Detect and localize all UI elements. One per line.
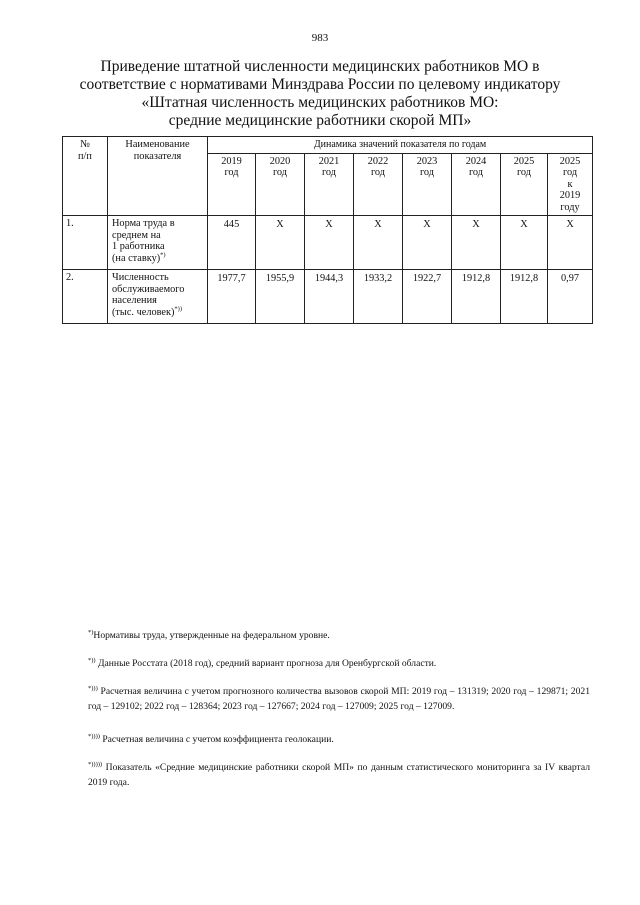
- header-text: 2022: [367, 155, 389, 167]
- footnote-text: Показатель «Средние медицинские работники скорой МП» по данным статистического мониторинга за IV квартал 2019 года.: [88, 762, 590, 788]
- header-text: год: [370, 167, 386, 178]
- footnote-mark: *): [88, 628, 94, 636]
- title-line-4: средние медицинские работники скорой МП»: [168, 112, 472, 129]
- footnote-mark: *)): [88, 656, 96, 664]
- row-name-line: Норма труда в: [112, 218, 175, 229]
- header-text: 2025: [513, 155, 535, 167]
- header-text: 2019: [559, 190, 581, 201]
- row-name-line: [112, 253, 204, 265]
- header-text: к: [567, 178, 573, 190]
- year-header: [403, 153, 452, 216]
- footnote-mark: *))): [88, 684, 98, 692]
- value-cell: 1912,8: [452, 270, 501, 324]
- header-text: год: [419, 167, 435, 178]
- dynamics-header: Динамика значений показателя по годам: [208, 137, 593, 154]
- footnote-5: [88, 760, 590, 790]
- name-column-header: [108, 137, 208, 216]
- footnote-text: Расчетная величина с учетом прогнозного количества вызовов скорой МП: 2019 год – 131319; 2020 год – 129871; 2021 год – 129102; 2022 год – 128364; 2023 год – 127667; 2024 год – 127009; 2025 год – 127009.: [88, 686, 590, 712]
- indicator-table: [62, 136, 593, 324]
- header-text: год: [224, 167, 239, 178]
- row-name-line: [112, 307, 204, 319]
- value-cell: 1955,9: [256, 270, 305, 324]
- year-header: [256, 153, 305, 216]
- value-cell: Х: [403, 216, 452, 270]
- header-text: год: [563, 167, 578, 178]
- year-header: [501, 153, 548, 216]
- value-cell: 1977,7: [208, 270, 256, 324]
- value-cell: Х: [501, 216, 548, 270]
- year-header: [208, 153, 256, 216]
- row-name: [108, 216, 208, 270]
- header-text: году: [560, 201, 580, 213]
- footnote-mark: *)))): [88, 732, 100, 740]
- table-row: [63, 270, 593, 324]
- header-text: 2021: [318, 155, 340, 167]
- table-row: [63, 216, 593, 270]
- footnote-1: [88, 628, 590, 643]
- value-cell: 1944,3: [305, 270, 354, 324]
- value-cell: 1922,7: [403, 270, 452, 324]
- row-name-line-text: (на ставку): [112, 252, 161, 264]
- header-text: год: [516, 167, 532, 178]
- row-number: 2.: [63, 270, 108, 324]
- header-text: год: [321, 167, 337, 178]
- page-number: 983: [311, 32, 329, 44]
- footnote-text: Нормативы труда, утвержденные на федеральном уровне.: [93, 630, 330, 641]
- value-cell: 1933,2: [354, 270, 403, 324]
- title-line-2: соответствие с нормативами Минздрава России по целевому индикатору: [79, 76, 561, 93]
- header-row-1: [63, 137, 593, 154]
- header-text: 2023: [416, 155, 438, 167]
- footnote-text: Данные Росстата (2018 год), средний вариант прогноза для Оренбургской области.: [98, 658, 437, 669]
- footnote-3: [88, 684, 590, 714]
- value-cell: Х: [548, 216, 593, 270]
- row-name: [108, 270, 208, 324]
- value-cell: Х: [256, 216, 305, 270]
- header-text: Наименование: [125, 139, 190, 150]
- header-text: 2024: [465, 155, 487, 167]
- value-cell: Х: [354, 216, 403, 270]
- header-text: показателя: [133, 150, 182, 162]
- row-name-line: 1 работника: [112, 241, 165, 252]
- header-text: год: [272, 167, 288, 178]
- value-cell: 0,97: [548, 270, 593, 324]
- header-text: п/п: [78, 150, 92, 162]
- value-cell: 1912,8: [501, 270, 548, 324]
- year-header: [452, 153, 501, 216]
- header-text: 2025: [559, 155, 581, 167]
- year-header: [354, 153, 403, 216]
- row-name-line-text: (тыс. человек): [112, 306, 175, 318]
- row-name-line: Численность: [112, 272, 169, 283]
- document-title: [60, 58, 580, 130]
- row-name-line: обслуживаемого: [112, 283, 185, 295]
- value-cell: Х: [452, 216, 501, 270]
- footnote-2: [88, 656, 590, 671]
- title-line-1: Приведение штатной численности медицинских работников МО в: [100, 58, 540, 75]
- row-number: 1.: [63, 216, 108, 270]
- header-text: год: [468, 167, 484, 178]
- footnote-4: [88, 732, 590, 747]
- value-cell: 445: [208, 216, 256, 270]
- header-text: 2020: [269, 155, 291, 167]
- year-header: [305, 153, 354, 216]
- year-header-ratio: [548, 153, 593, 216]
- footnote-mark: *)): [174, 305, 182, 313]
- footnote-mark: *): [160, 251, 166, 259]
- value-cell: Х: [305, 216, 354, 270]
- footnote-mark: *))))): [88, 760, 103, 768]
- num-column-header: [63, 137, 108, 216]
- header-text: 2019: [221, 155, 242, 167]
- title-line-3: «Штатная численность медицинских работников МО:: [141, 94, 499, 111]
- row-name-line: среднем на: [112, 229, 161, 241]
- row-name-line: населения: [112, 295, 157, 306]
- header-text: №: [80, 139, 90, 150]
- footnote-text: Расчетная величина с учетом коэффициента геолокации.: [102, 734, 334, 745]
